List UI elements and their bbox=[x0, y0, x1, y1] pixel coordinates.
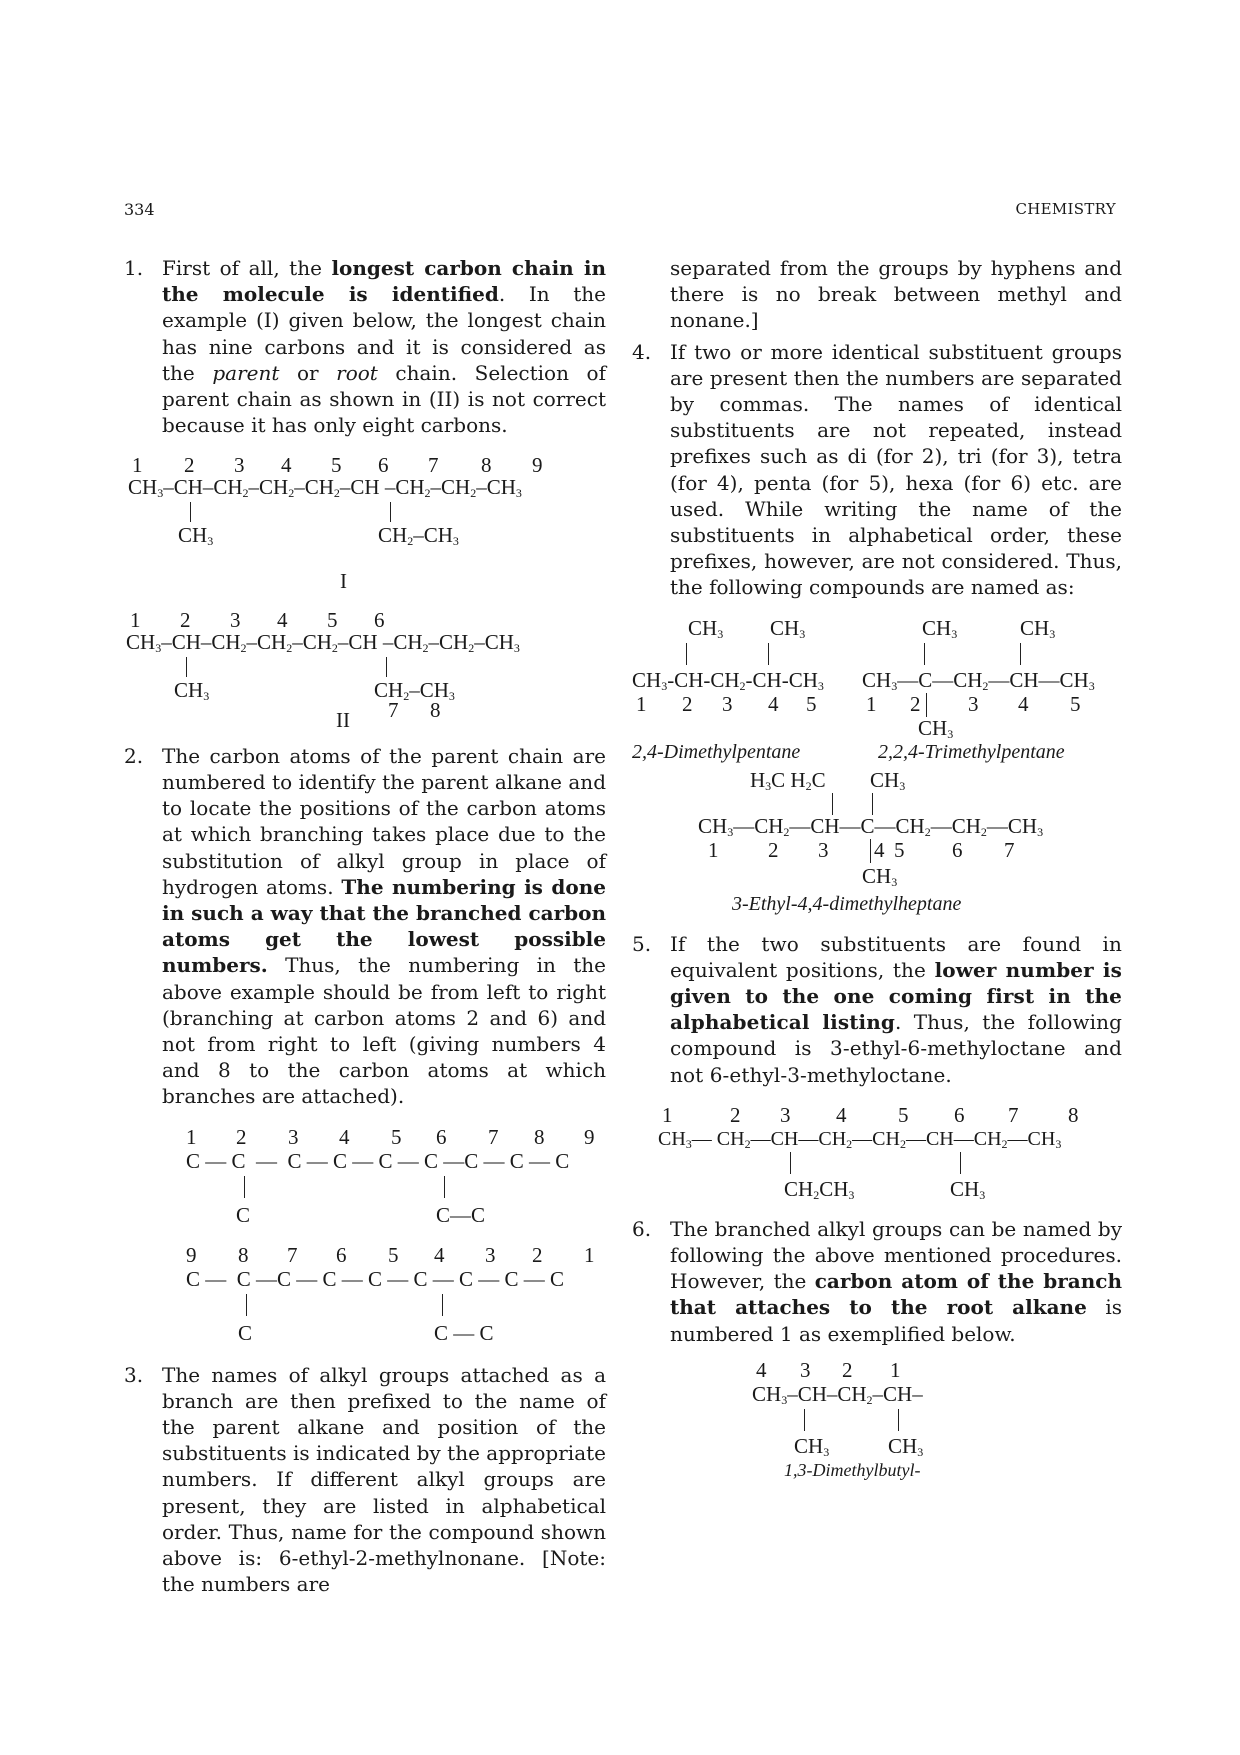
bond-line bbox=[926, 693, 927, 717]
carbon-number: 5 bbox=[331, 453, 342, 478]
carbon-number: 2 bbox=[682, 691, 693, 716]
carbon-number: 3 bbox=[485, 1242, 496, 1267]
carbon-number: 7 bbox=[428, 453, 439, 478]
carbon-number: 1 bbox=[662, 1102, 673, 1127]
bond-line bbox=[186, 657, 187, 677]
carbon-number: 7 bbox=[287, 1242, 298, 1267]
rule-6: 6. The branched alkyl groups can be named by following the above mentioned procedures. However, the carbon atom of the branch that attaches to the root alkane is numbered 1 as exemplified below. bbox=[632, 1216, 1122, 1346]
carbon-number: 8 bbox=[238, 1242, 249, 1267]
substituent-group: $CH_2CH_3$ bbox=[784, 1176, 855, 1202]
rule-number: 6. bbox=[632, 1216, 652, 1241]
carbon-number: 3 bbox=[230, 607, 241, 632]
bond-line bbox=[190, 502, 191, 522]
page-number: 334 bbox=[124, 200, 155, 219]
carbon-number: 2 bbox=[236, 1124, 247, 1149]
chain-formula: $CH_3—$ $CH_2—CH—CH_2—CH_2—CH—CH_2—CH_3$ bbox=[658, 1127, 1062, 1151]
compound-ethyl-dimethylheptane bbox=[632, 767, 1122, 919]
carbon-number: 4 bbox=[1018, 691, 1029, 716]
carbon-number: 2 bbox=[180, 607, 191, 632]
branch-group: C bbox=[236, 1202, 251, 1227]
branch-group: $CH_3$ bbox=[174, 677, 210, 703]
carbon-number: 2 bbox=[532, 1242, 543, 1267]
carbon-number: 5 bbox=[388, 1242, 399, 1267]
bond-line bbox=[898, 1409, 899, 1431]
bond-line bbox=[444, 1176, 445, 1198]
rule-3: 3. The names of alkyl groups attached as a branch are then prefixed to the name of the parent alkane and position of the substituents is indicated by the appropriate numbers. If different alkyl groups are present, they are listed in alphabetical order. Thus, name for the compound shown above is: 6-ethyl-2-methylnonane. [Note: the numbers are bbox=[124, 1362, 606, 1597]
bond-line bbox=[870, 839, 871, 863]
carbon-number: 4 bbox=[281, 453, 292, 478]
substituent-group: $CH_3$ bbox=[862, 863, 898, 889]
carbon-number: 1 bbox=[636, 691, 647, 716]
branch-group: $CH_2-CH_3$ bbox=[378, 523, 459, 549]
carbon-number: 1 bbox=[708, 837, 719, 862]
running-head: CHEMISTRY bbox=[1015, 200, 1116, 218]
structure-label: II bbox=[336, 707, 350, 732]
skeleton-left-to-right bbox=[124, 1124, 606, 1236]
carbon-number: 4 bbox=[836, 1102, 847, 1127]
compound-name: 2,2,4-Trimethylpentane bbox=[878, 740, 1065, 763]
carbon-number: 5 bbox=[894, 837, 905, 862]
carbon-number: 9 bbox=[584, 1124, 595, 1149]
compound-row-dimethyl-trimethyl bbox=[632, 611, 1122, 761]
substituent-group: $CH_3$ bbox=[688, 615, 724, 641]
carbon-number: 3 bbox=[818, 837, 829, 862]
chain-formula: C — C — C — C — C — C —C — C — C bbox=[186, 1148, 570, 1173]
carbon-number: 1 bbox=[130, 607, 141, 632]
substituent-group: $CH_3$ bbox=[918, 715, 954, 741]
bond-line bbox=[244, 1176, 245, 1198]
compound-ethyl-methyloctane bbox=[632, 1102, 1122, 1208]
rule-number: 5. bbox=[632, 931, 652, 956]
carbon-number: 5 bbox=[391, 1124, 402, 1149]
carbon-number: 3 bbox=[722, 691, 733, 716]
rule-number: 4. bbox=[632, 339, 652, 364]
carbon-number: 3 bbox=[800, 1357, 811, 1382]
chain-formula: $CH_3-CH-CH_2-CH_2-CH_2-CH$ $-CH_2-CH_2-CH_3$ bbox=[126, 629, 520, 655]
carbon-number: 6 bbox=[952, 837, 963, 862]
substituent-group: $CH_3$ bbox=[950, 1176, 986, 1202]
substituent-group: $CH_3$ bbox=[870, 767, 906, 793]
bond-line bbox=[1020, 643, 1021, 665]
carbon-number: 7 bbox=[388, 697, 399, 722]
carbon-number: 3 bbox=[288, 1124, 299, 1149]
carbon-number: 6 bbox=[374, 607, 385, 632]
bond-line bbox=[804, 1409, 805, 1431]
branch-group: C bbox=[238, 1320, 253, 1345]
carbon-number: 6 bbox=[378, 453, 389, 478]
substituent-group: $H_3C$ $H_2C$ bbox=[750, 767, 826, 793]
carbon-number: 9 bbox=[186, 1242, 197, 1267]
chain-formula: C — C —C — C — C — C — C — C — C bbox=[186, 1266, 565, 1291]
carbon-number: 2 bbox=[842, 1357, 853, 1382]
carbon-number: 4 bbox=[756, 1357, 767, 1382]
substituent-group: $CH_3$ bbox=[770, 615, 806, 641]
chain-formula: $CH_3-CH-CH_2-CH_2-CH_2-CH$ $-CH_2-CH_2-CH_3$ bbox=[128, 475, 522, 501]
carbon-number: 5 bbox=[1070, 691, 1081, 716]
carbon-number: 8 bbox=[534, 1124, 545, 1149]
carbon-number: 5 bbox=[806, 691, 817, 716]
rule-5: 5. If the two substituents are found in equivalent positions, the lower number is given to the one coming first in the alphabetical listing. Thus, the following compound is 3-ethyl-6-methyloctane and not 6-ethyl-3-methyloctane. bbox=[632, 931, 1122, 1087]
chain-formula: $CH_3-CH-CH_2-CH-CH_3$ bbox=[632, 667, 824, 693]
bond-line bbox=[872, 793, 873, 815]
bond-line bbox=[960, 1152, 961, 1174]
rule-3-continuation: separated from the groups by hyphens and there is no break between methyl and nonane.] bbox=[670, 256, 1122, 333]
carbon-number: 2 bbox=[768, 837, 779, 862]
carbon-number: 8 bbox=[481, 453, 492, 478]
substituent-group: $CH_3$ bbox=[794, 1433, 830, 1459]
compound-name: 2,4-Dimethylpentane bbox=[632, 740, 801, 763]
carbon-number: 2 bbox=[730, 1102, 741, 1127]
rule-4: 4. If two or more identical substituent groups are present then the numbers are separated by commas. The names of identical substituents are not repeated, instead prefixes such as di (for 2), tri (for 3), tetra (for 4), penta (for 5), hexa (for 6) etc. are used. While writing the name of the substituents in alphabetical order, these prefixes, however, are not considered. Thus, the following compounds are named as: bbox=[632, 339, 1122, 600]
rule-number: 3. bbox=[124, 1362, 144, 1387]
skeleton-right-to-left bbox=[124, 1242, 606, 1354]
substituent-group: $CH_3$ bbox=[1020, 615, 1056, 641]
chain-formula: $CH_3-CH-CH_2-CH-$ bbox=[752, 1381, 923, 1407]
carbon-number: 1 bbox=[584, 1242, 595, 1267]
carbon-number: 6 bbox=[436, 1124, 447, 1149]
right-column bbox=[632, 255, 1122, 1481]
bond-line bbox=[832, 793, 833, 815]
carbon-number: 6 bbox=[336, 1242, 347, 1267]
carbon-number: 1 bbox=[186, 1124, 197, 1149]
bond-line bbox=[442, 1294, 443, 1316]
bond-line bbox=[924, 643, 925, 665]
carbon-number: 7 bbox=[1008, 1102, 1019, 1127]
carbon-number: 4 bbox=[339, 1124, 350, 1149]
rule-2: 2. The carbon atoms of the parent chain are numbered to identify the parent alkane and to locate the positions of the carbon atoms at which branching takes place due to the substitution of alkyl group in place of hydrogen atoms. The numbering is done in such a way that the branched carbon atoms get the lowest possible numbers. Thus, the numbering in the above example should be from left to right (branching at carbon atoms 2 and 6) and not from right to left (giving numbers 4 and 8 to the carbon atoms at which branches are attached). bbox=[124, 743, 606, 1109]
branch-group: C—C bbox=[436, 1202, 486, 1227]
carbon-number: 3 bbox=[234, 453, 245, 478]
branch-group: $CH_2-CH_3$ bbox=[374, 677, 455, 703]
branch-group: C — C bbox=[434, 1320, 494, 1345]
bond-line bbox=[246, 1294, 247, 1316]
structure-I bbox=[118, 452, 600, 576]
bond-line bbox=[790, 1152, 791, 1174]
bond-line bbox=[390, 502, 391, 522]
carbon-number: 2 bbox=[184, 453, 195, 478]
compound-dimethylbutyl bbox=[632, 1357, 1122, 1481]
bond-line bbox=[686, 643, 687, 665]
carbon-number: 6 bbox=[954, 1102, 965, 1127]
rule-1: 1. First of all, the longest carbon chain in the molecule is identified. In the example (I) given below, the longest chain has nine carbons and it is considered as the parent or root chain. Selection of parent chain as shown in (II) is not correct because it has only eight carbons. bbox=[124, 256, 606, 438]
carbon-number: 5 bbox=[327, 607, 338, 632]
rule-number: 1. bbox=[124, 256, 144, 280]
compound-name: 3-Ethyl-4,4-dimethylheptane bbox=[732, 892, 962, 915]
carbon-number: 5 bbox=[898, 1102, 909, 1127]
substituent-group: $CH_3$ bbox=[922, 615, 958, 641]
carbon-number: 3 bbox=[968, 691, 979, 716]
carbon-number: 8 bbox=[430, 697, 441, 722]
carbon-number: 2 bbox=[910, 691, 921, 716]
carbon-number: 4 bbox=[277, 607, 288, 632]
carbon-number: 4 bbox=[874, 837, 885, 862]
structure-label: I bbox=[340, 569, 347, 594]
carbon-number: 4 bbox=[768, 691, 779, 716]
carbon-number: 4 bbox=[434, 1242, 445, 1267]
carbon-number: 7 bbox=[488, 1124, 499, 1149]
carbon-number: 1 bbox=[890, 1357, 901, 1382]
bond-line bbox=[768, 643, 769, 665]
chain-formula: $CH_3—C—CH_2—CH—CH_3$ bbox=[862, 667, 1095, 693]
compound-name: 1,3-Dimethylbutyl- bbox=[784, 1459, 921, 1480]
carbon-number: 3 bbox=[780, 1102, 791, 1127]
left-column bbox=[124, 255, 606, 1598]
substituent-group: $CH_3$ bbox=[888, 1433, 924, 1459]
carbon-number: 8 bbox=[1068, 1102, 1079, 1127]
carbon-number: 7 bbox=[1004, 837, 1015, 862]
chain-formula: $CH_3—CH_2—CH—C—CH_2—CH_2—CH_3$ bbox=[698, 813, 1044, 839]
carbon-number: 1 bbox=[866, 691, 877, 716]
branch-group: $CH_3$ bbox=[178, 523, 214, 549]
carbon-number: 9 bbox=[532, 453, 543, 478]
rule-number: 2. bbox=[124, 743, 144, 768]
carbon-number: 1 bbox=[132, 453, 143, 478]
bond-line bbox=[386, 657, 387, 677]
